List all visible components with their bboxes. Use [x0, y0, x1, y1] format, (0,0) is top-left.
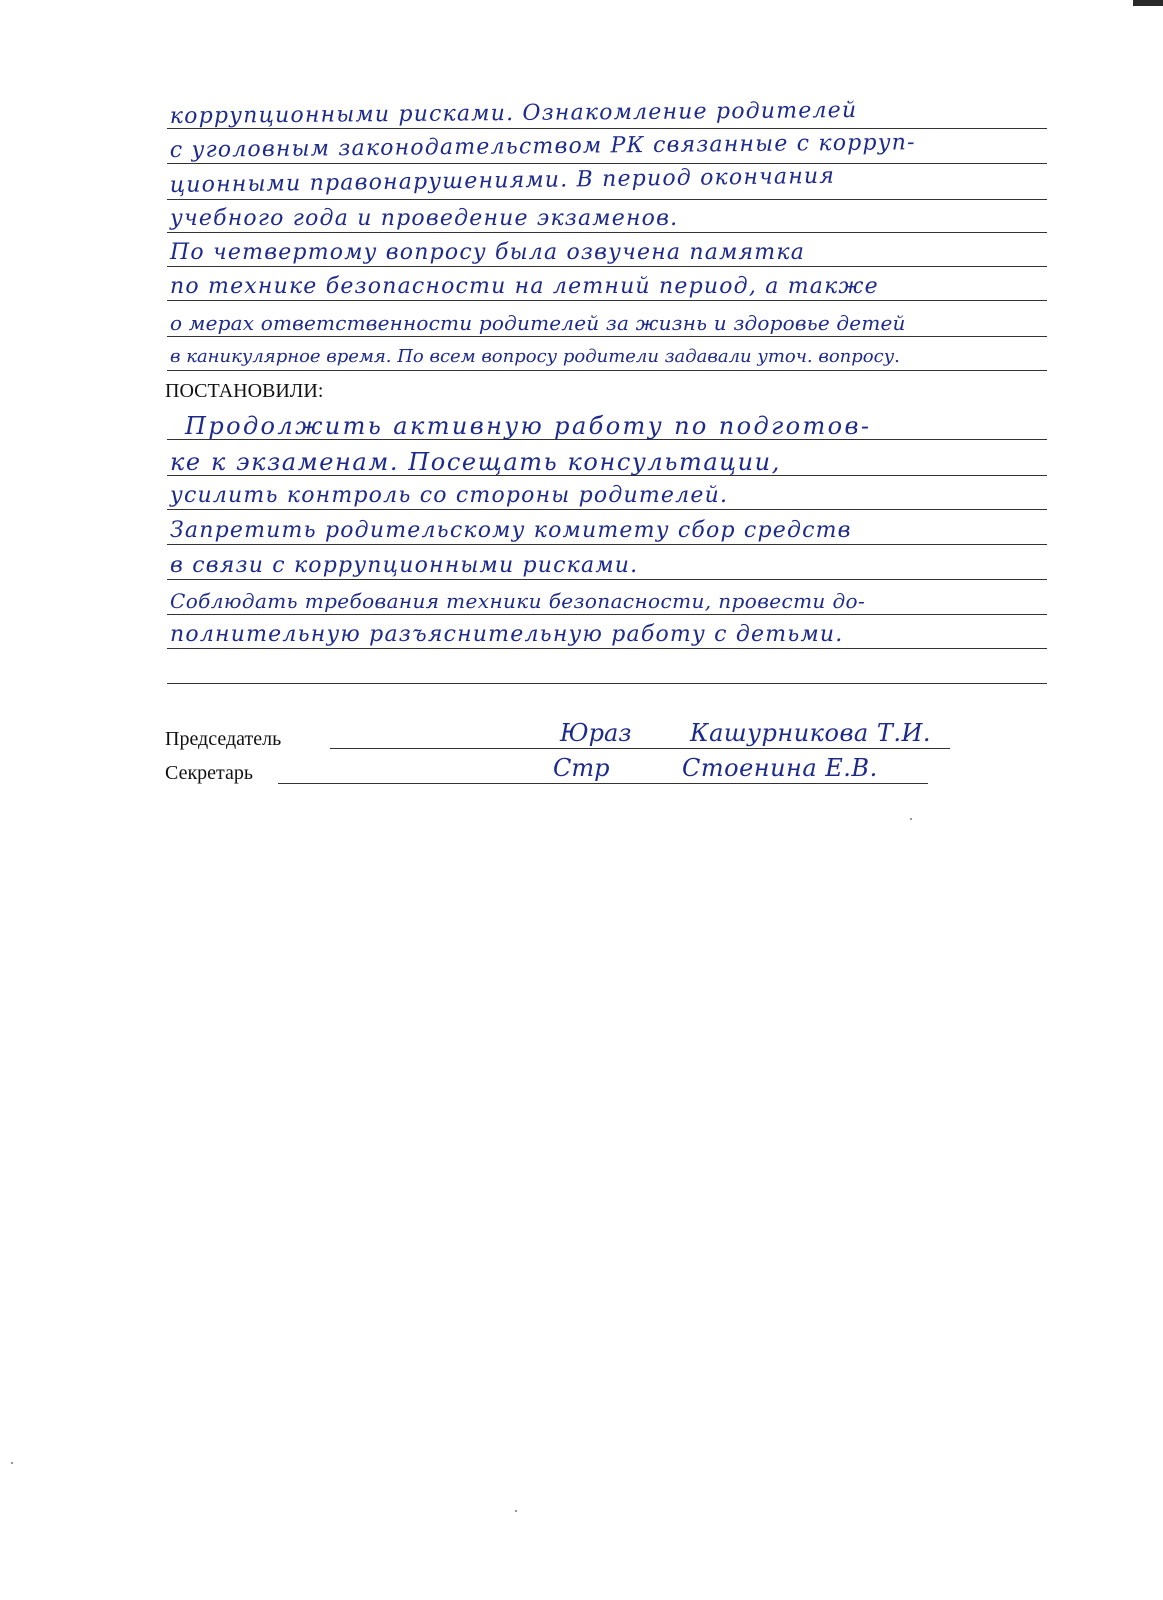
handwritten-line: по технике безопасности на летний период, а также	[170, 274, 879, 299]
secretary-name: Стоенина Е.В.	[682, 754, 878, 782]
secretary-signature: Стр	[553, 754, 610, 782]
secretary-label: Секретарь	[165, 762, 254, 784]
chairman-name: Кашурникова Т.И.	[690, 719, 932, 747]
handwritten-line: в связи с коррупционными рисками.	[170, 553, 639, 578]
handwritten-line: Запретить родительскому комитету сбор средств	[170, 518, 852, 543]
handwritten-line: Продолжить активную работу по подготов-	[185, 412, 872, 440]
scan-corner-mark	[1133, 0, 1163, 6]
ruled-line	[167, 683, 1047, 684]
secretary-signature-line	[278, 783, 928, 784]
handwritten-line: По четвертому вопросу была озвучена памятка	[170, 240, 806, 265]
handwritten-line: ционными правонарушениями. В период окончания	[169, 163, 836, 199]
chairman-label: Председатель	[165, 728, 282, 750]
section-heading: ПОСТАНОВИЛИ:	[165, 380, 324, 402]
handwritten-line: о мерах ответственности родителей за жизнь и здоровье детей	[170, 311, 906, 335]
scan-speck	[515, 1510, 517, 1512]
handwritten-line: усилить контроль со стороны родителей.	[170, 483, 729, 508]
scan-speck	[11, 1462, 13, 1464]
chairman-signature-line	[330, 748, 950, 749]
handwritten-line: ке к экзаменам. Посещать консультации,	[170, 448, 781, 476]
handwritten-line: коррупционными рисками. Ознакомление родителей	[169, 98, 858, 130]
handwritten-line: учебного года и проведение экзаменов.	[170, 206, 679, 231]
chairman-signature: Юраз	[560, 719, 632, 747]
handwritten-line: полнительную разъяснительную работу с детьми.	[170, 622, 844, 647]
handwritten-line: с уголовным законодательством РК связанные с корруп-	[169, 130, 916, 164]
handwritten-line: в каникулярное время. По всем вопросу родители задавали уточ. вопросу.	[170, 346, 900, 367]
scan-speck	[910, 818, 912, 820]
handwritten-line: Соблюдать требования техники безопасности, провести до-	[170, 589, 866, 613]
